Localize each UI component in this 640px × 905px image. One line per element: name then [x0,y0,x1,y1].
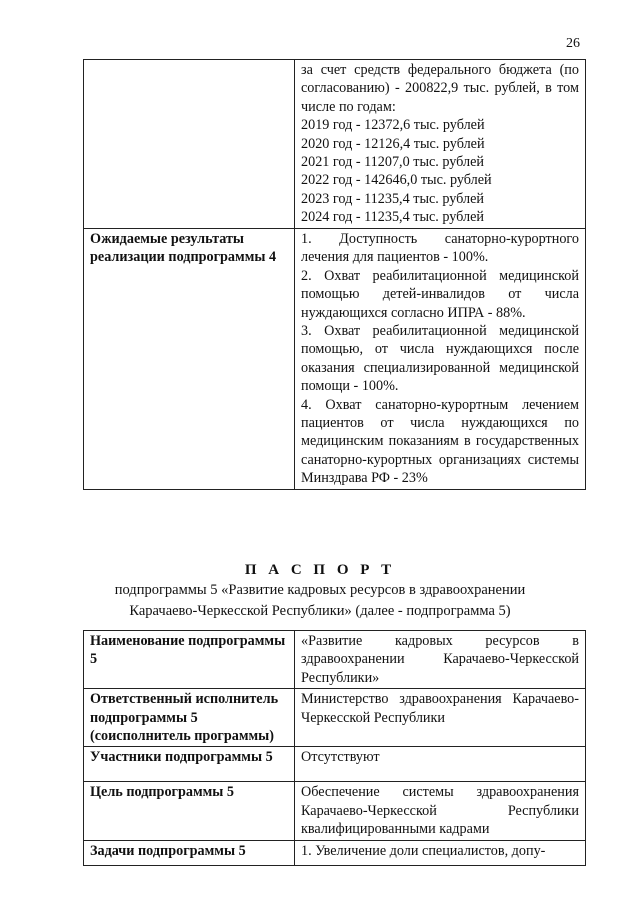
funding-year-2019: 2019 год - 12372,6 тыс. рублей [301,117,485,134]
funding-year-2020: 2020 год - 12126,4 тыс. рублей [301,135,485,152]
funding-year-2023: 2023 год - 11235,4 тыс. рублей [301,190,485,207]
passport-heading [0,562,640,621]
page-number: 26 [566,36,580,51]
passport-subtitle-line-2: Карачаево-Черкесской Республики» (далее - подпрограмма 5) [129,603,511,619]
funding-label-cell [84,60,295,229]
passport-subtitle-line-1: подпрограммы 5 «Развитие кадровых ресурсов в здравоохранении [114,582,526,598]
table-row [84,782,586,840]
table-row [84,631,586,689]
subprogram-4-table [83,59,586,490]
results-label: Ожидаемые результаты реализации подпрограммы 4 [84,229,295,490]
funding-year-2021: 2021 год - 11207,0 тыс. рублей [301,154,485,171]
results-value-cell [295,229,586,490]
result-item-1: 1. Доступность санаторно-курортного лечения для пациентов - 100%. [301,231,579,266]
row-value-name: «Развитие кадровых ресурсов в здравоохранении Карачаево-Черкесской Республики» [295,631,586,689]
row-value-goal: Обеспечение системы здравоохранения Карачаево-Черкесской Республики квалифицированными кадрами [295,782,586,840]
row-label-name: Наименование подпрограммы 5 [84,631,295,689]
funding-row [84,60,586,229]
funding-intro: за счет средств федерального бюджета (по согласованию) - 200822,9 тыс. рублей, в том числе по годам: [301,62,579,115]
row-value-executor: Министерство здравоохранения Карачаево-Черкесской Республики [295,689,586,747]
table-row [84,747,586,782]
funding-year-2022: 2022 год - 142646,0 тыс. рублей [301,172,492,189]
funding-year-2024: 2024 год - 11235,4 тыс. рублей [301,209,485,226]
row-value-participants: Отсутствуют [295,747,586,782]
result-item-3: 3. Охват реабилитационной медицинской помощью, от числа нуждающихся после оказания специализированной медицинской помощи - 100%. [301,323,579,395]
result-item-4: 4. Охват санаторно-курортным лечением пациентов от числа нуждающихся по медицинским показаниям в государственных санаторно-курортных организациях системы Минздрава РФ - 23% [301,396,579,487]
row-label-participants: Участники подпрограммы 5 [84,747,295,782]
results-row [84,229,586,490]
result-item-2: 2. Охват реабилитационной медицинской помощью детей-инвалидов от числа нуждающихся согласно ИПРА - 88%. [301,267,579,321]
row-label-executor: Ответственный исполнитель подпрограммы 5 (соисполнитель программы) [84,689,295,747]
table-row [84,689,586,747]
row-label-tasks: Задачи подпрограммы 5 [84,840,295,865]
table-row [84,840,586,865]
passport-table [83,630,586,866]
funding-value-cell [295,60,586,229]
row-value-tasks: 1. Увеличение доли специалистов, допу- [295,840,586,865]
passport-title: П А С П О Р Т [244,562,396,578]
row-label-goal: Цель подпрограммы 5 [84,782,295,840]
